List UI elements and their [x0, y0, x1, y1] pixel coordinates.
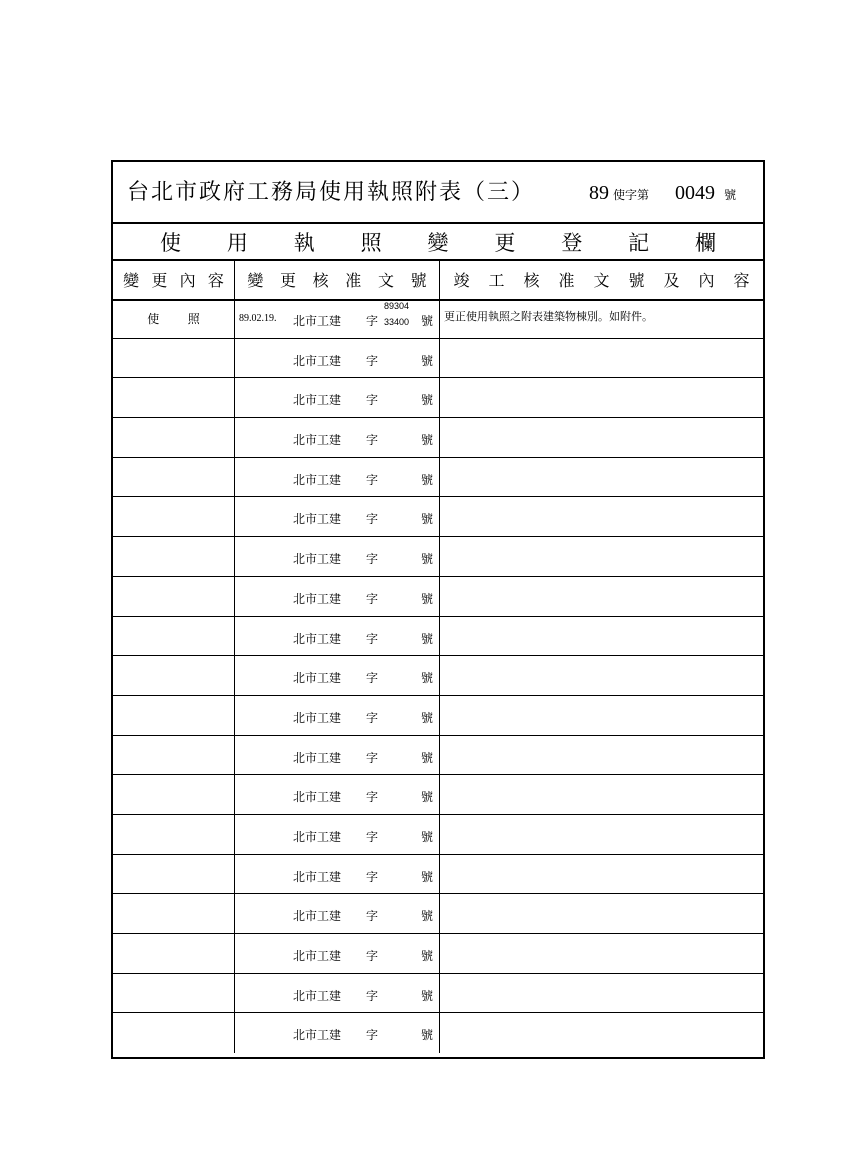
table-row — [113, 736, 763, 776]
col-header-char: 容 — [207, 270, 224, 290]
doc-hao: 號 — [421, 433, 434, 448]
approval-doc-cell — [235, 458, 440, 497]
change-content-cell — [113, 617, 235, 656]
col-header-char: 內 — [698, 270, 715, 290]
doc-hao: 號 — [421, 750, 434, 765]
completion-content: 更正使用執照之附表建築物棟別。如附件。 — [444, 310, 653, 323]
approval-doc-cell — [235, 934, 440, 973]
section-title — [113, 227, 763, 257]
doc-hao: 號 — [421, 829, 434, 844]
doc-zi: 字 — [366, 671, 379, 686]
col-header-char: 更 — [279, 270, 296, 290]
change-content-cell — [113, 378, 235, 417]
table-row — [113, 1013, 763, 1053]
table-row — [113, 577, 763, 617]
col-header-char: 核 — [312, 270, 329, 290]
approval-doc-cell — [235, 378, 440, 417]
col-header-char: 變 — [247, 270, 264, 290]
change-content-cell — [113, 775, 235, 814]
doc-prefix: 北市工建 — [293, 790, 342, 805]
table-row — [113, 617, 763, 657]
section-title-char: 用 — [226, 231, 248, 255]
col-header-char: 竣 — [453, 270, 470, 290]
doc-zi: 字 — [366, 512, 379, 527]
change-content-cell — [113, 1013, 235, 1053]
col-header-char: 核 — [523, 270, 540, 290]
doc-zi: 字 — [366, 433, 379, 448]
approval-date: 89.02.19. — [239, 313, 277, 324]
doc-prefix: 北市工建 — [293, 591, 342, 606]
section-title-char: 欄 — [694, 231, 716, 255]
col-header-char: 容 — [733, 270, 750, 290]
completion-cell — [440, 815, 763, 854]
col-header-approval-doc — [235, 259, 440, 299]
doc-zi: 字 — [366, 631, 379, 646]
change-content-cell — [113, 934, 235, 973]
table-row — [113, 696, 763, 736]
doc-prefix: 北市工建 — [293, 671, 342, 686]
completion-cell — [440, 1013, 763, 1053]
doc-hao: 號 — [421, 1028, 434, 1043]
table-row — [113, 299, 763, 339]
approval-doc-cell — [235, 894, 440, 933]
completion-cell — [440, 775, 763, 814]
approval-doc-cell — [235, 537, 440, 576]
doc-hao: 號 — [421, 631, 434, 646]
doc-hao: 號 — [421, 790, 434, 805]
col-header-char: 內 — [179, 270, 196, 290]
approval-doc-cell — [235, 299, 440, 338]
change-content-cell — [113, 656, 235, 695]
col-header-char: 更 — [151, 270, 168, 290]
doc-zi: 字 — [366, 314, 379, 328]
completion-cell — [440, 299, 763, 338]
completion-cell — [440, 378, 763, 417]
table-row — [113, 418, 763, 458]
completion-cell — [440, 696, 763, 735]
completion-cell — [440, 339, 763, 378]
col-header-completion — [440, 259, 763, 299]
section-title-char: 變 — [427, 231, 449, 255]
completion-cell — [440, 617, 763, 656]
approval-doc-cell — [235, 497, 440, 536]
permit-number: 0049 — [675, 182, 716, 204]
completion-cell — [440, 974, 763, 1013]
change-content-cell — [113, 577, 235, 616]
table-row — [113, 855, 763, 895]
change-content-cell — [113, 497, 235, 536]
table-row — [113, 339, 763, 379]
doc-zi: 字 — [366, 750, 379, 765]
doc-hao: 號 — [421, 949, 434, 963]
col-header-char: 變 — [123, 270, 140, 290]
completion-cell — [440, 656, 763, 695]
table-row — [113, 974, 763, 1014]
doc-prefix: 北市工建 — [293, 869, 342, 884]
approval-doc-cell — [235, 656, 440, 695]
approval-doc-cell — [235, 775, 440, 814]
doc-prefix: 北市工建 — [293, 750, 342, 765]
completion-cell — [440, 934, 763, 973]
doc-zi: 字 — [366, 909, 379, 924]
change-content-cell — [113, 736, 235, 775]
doc-hao: 號 — [421, 671, 434, 686]
doc-zi: 字 — [366, 591, 379, 606]
doc-hao: 號 — [421, 710, 434, 725]
change-content-cell — [113, 696, 235, 735]
col-header-change-content — [113, 259, 235, 299]
col-header-char: 准 — [345, 270, 362, 290]
approval-doc-cell — [235, 855, 440, 894]
permit-number-line — [589, 182, 740, 205]
record-rows — [113, 299, 763, 1053]
table-row — [113, 378, 763, 418]
doc-zi: 字 — [366, 710, 379, 725]
section-title-char: 更 — [494, 231, 516, 255]
doc-prefix: 北市工建 — [293, 472, 342, 487]
doc-zi: 字 — [366, 949, 379, 963]
doc-zi: 字 — [366, 552, 379, 567]
col-header-char: 文 — [377, 270, 394, 290]
approval-doc-cell — [235, 736, 440, 775]
permit-year: 89 — [589, 182, 609, 204]
approval-doc-cell — [235, 339, 440, 378]
doc-prefix: 北市工建 — [293, 512, 342, 527]
change-content-cell — [113, 537, 235, 576]
form-title: 台北市政府工務局使用執照附表（三） — [127, 180, 536, 205]
doc-hao: 號 — [421, 552, 434, 567]
doc-hao: 號 — [421, 591, 434, 606]
doc-prefix: 北市工建 — [293, 393, 342, 408]
doc-hao: 號 — [421, 988, 434, 1003]
table-row — [113, 537, 763, 577]
approval-doc-cell — [235, 617, 440, 656]
doc-prefix: 北市工建 — [293, 710, 342, 725]
change-content-char: 使 — [147, 311, 160, 326]
change-content-cell — [113, 855, 235, 894]
approval-doc-cell — [235, 974, 440, 1013]
completion-cell — [440, 577, 763, 616]
approval-doc-cell — [235, 696, 440, 735]
change-content-cell — [113, 299, 235, 338]
table-row — [113, 894, 763, 934]
completion-cell — [440, 458, 763, 497]
approval-doc-cell — [235, 1013, 440, 1053]
completion-cell — [440, 894, 763, 933]
permit-suffix: 號 — [724, 188, 737, 202]
doc-zi: 字 — [366, 1028, 379, 1043]
doc-zi: 字 — [366, 988, 379, 1003]
doc-prefix: 北市工建 — [293, 829, 342, 844]
change-content-char: 照 — [187, 311, 200, 326]
section-row — [113, 222, 763, 261]
completion-cell — [440, 855, 763, 894]
doc-zi: 字 — [366, 393, 379, 408]
doc-hao: 號 — [421, 909, 434, 924]
completion-cell — [440, 497, 763, 536]
change-content-cell — [113, 458, 235, 497]
approval-doc-cell — [235, 815, 440, 854]
doc-prefix: 北市工建 — [293, 909, 342, 924]
doc-prefix: 北市工建 — [293, 552, 342, 567]
section-title-char: 記 — [628, 231, 650, 255]
doc-zi: 字 — [366, 869, 379, 884]
doc-hao: 號 — [421, 314, 434, 328]
table-row — [113, 656, 763, 696]
table-row — [113, 775, 763, 815]
doc-prefix: 北市工建 — [293, 314, 342, 328]
doc-hao: 號 — [421, 472, 434, 487]
col-header-char: 准 — [558, 270, 575, 290]
table-row — [113, 458, 763, 498]
change-content-cell — [113, 974, 235, 1013]
permit-word: 使字第 — [613, 188, 650, 202]
doc-prefix: 北市工建 — [293, 353, 342, 368]
permit-annex-form — [111, 160, 765, 1059]
title-row — [113, 162, 763, 224]
doc-prefix: 北市工建 — [293, 1028, 342, 1043]
section-title-char: 照 — [360, 231, 382, 255]
doc-hao: 號 — [421, 869, 434, 884]
change-content-cell — [113, 418, 235, 457]
section-title-char: 執 — [293, 231, 315, 255]
col-header-char: 工 — [488, 270, 505, 290]
col-header-char: 文 — [593, 270, 610, 290]
doc-zi: 字 — [366, 790, 379, 805]
completion-cell — [440, 537, 763, 576]
doc-prefix: 北市工建 — [293, 988, 342, 1003]
doc-hao: 號 — [421, 512, 434, 527]
change-content-cell — [113, 894, 235, 933]
doc-hao: 號 — [421, 393, 434, 408]
approval-doc-cell — [235, 418, 440, 457]
doc-ref-bottom: 33400 — [384, 317, 410, 327]
change-content-cell — [113, 815, 235, 854]
doc-ref-top: 89304 — [384, 301, 410, 311]
doc-zi: 字 — [366, 829, 379, 844]
table-row — [113, 934, 763, 974]
section-title-char: 使 — [159, 231, 181, 255]
table-row — [113, 497, 763, 537]
doc-zi: 字 — [366, 472, 379, 487]
doc-zi: 字 — [366, 353, 379, 368]
section-title-char: 登 — [561, 231, 583, 255]
doc-prefix: 北市工建 — [293, 949, 342, 963]
col-header-char: 及 — [663, 270, 680, 290]
approval-doc-cell — [235, 577, 440, 616]
completion-cell — [440, 418, 763, 457]
column-header-row — [113, 259, 763, 301]
col-header-char: 號 — [410, 270, 427, 290]
doc-hao: 號 — [421, 353, 434, 368]
table-row — [113, 815, 763, 855]
completion-cell — [440, 736, 763, 775]
doc-prefix: 北市工建 — [293, 433, 342, 448]
doc-prefix: 北市工建 — [293, 631, 342, 646]
change-content-cell — [113, 339, 235, 378]
col-header-char: 號 — [628, 270, 645, 290]
